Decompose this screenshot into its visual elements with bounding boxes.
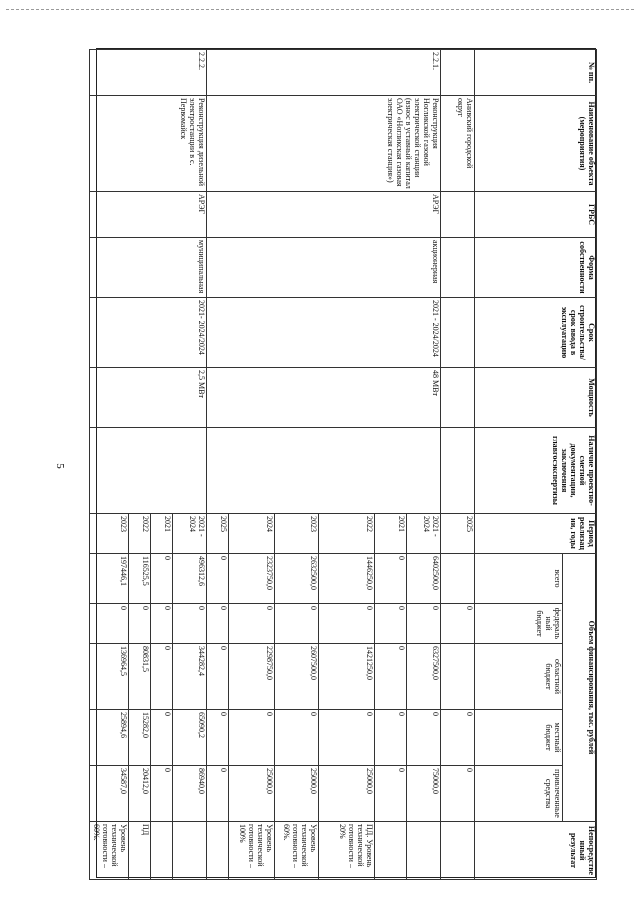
cell-period: 2021 - 2024 bbox=[407, 514, 441, 554]
cell-regional: 344282,4 bbox=[173, 644, 207, 710]
cell-power: 2,5 МВт bbox=[90, 368, 207, 428]
cell-regional bbox=[441, 644, 475, 710]
cell-federal: 0 bbox=[375, 604, 407, 644]
cell-local: 65090,2 bbox=[173, 710, 207, 766]
cell-attracted: 25000,0 bbox=[229, 766, 275, 822]
header-form: Форма собственности bbox=[475, 238, 597, 298]
header-num: № пп. bbox=[475, 50, 597, 96]
cell-grbs: АРЭГ bbox=[207, 192, 441, 238]
cell-federal: 0 bbox=[275, 604, 319, 644]
cell-local: 0 bbox=[319, 710, 375, 766]
cell-result bbox=[375, 822, 407, 880]
table-row bbox=[407, 50, 441, 880]
cell-period: 2021 bbox=[151, 514, 173, 554]
cell-regional: 136964,5 bbox=[90, 644, 129, 710]
cell-regional: 1421250,0 bbox=[319, 644, 375, 710]
cell-federal: 0 bbox=[151, 604, 173, 644]
cell-form: муниципальная bbox=[90, 238, 207, 298]
cell-docs bbox=[207, 428, 441, 514]
cell-name: Анивский городской округ bbox=[441, 96, 475, 192]
cell-total: 116525,5 bbox=[129, 554, 151, 604]
cell-total: 1446250,0 bbox=[319, 554, 375, 604]
cell-federal: 0 bbox=[173, 604, 207, 644]
cell-federal: 0 bbox=[229, 604, 275, 644]
header-name: Наименование объекта (мероприятия) bbox=[475, 96, 597, 192]
cell-total: 197446,1 bbox=[90, 554, 129, 604]
scan-edge-line bbox=[6, 9, 634, 10]
cell-result bbox=[407, 822, 441, 880]
cell-federal: 0 bbox=[90, 604, 129, 644]
cell-period: 2021 bbox=[375, 514, 407, 554]
header-attracted: привлеченные средства bbox=[475, 766, 563, 822]
cell-term bbox=[441, 298, 475, 368]
table-row bbox=[173, 50, 207, 880]
cell-result: Уровень технической готовности – 60%. bbox=[90, 822, 129, 880]
cell-total: 2632500,0 bbox=[275, 554, 319, 604]
header-period: Период реализации, годы bbox=[475, 514, 597, 554]
cell-period: 2022 bbox=[319, 514, 375, 554]
cell-regional: 0 bbox=[207, 644, 229, 710]
cell-result bbox=[207, 822, 229, 880]
cell-total: 0 bbox=[151, 554, 173, 604]
cell-local: 0 bbox=[151, 710, 173, 766]
cell-regional: 2607500,0 bbox=[275, 644, 319, 710]
cell-power: 48 МВт bbox=[207, 368, 441, 428]
header-docs: Наличие проектно-сметной документации, заключения главгосэкспертизы bbox=[475, 428, 597, 514]
cell-period: 2025 bbox=[441, 514, 475, 554]
header-result: Непосредственный результат bbox=[475, 822, 597, 880]
table-row bbox=[441, 50, 475, 880]
cell-num bbox=[441, 50, 475, 96]
cell-attracted: 25000,0 bbox=[275, 766, 319, 822]
cell-attracted: 0 bbox=[151, 766, 173, 822]
cell-local: 0 bbox=[407, 710, 441, 766]
cell-period: 2024 bbox=[229, 514, 275, 554]
cell-local: 0 bbox=[441, 710, 475, 766]
cell-docs bbox=[90, 428, 207, 514]
cell-total bbox=[441, 554, 475, 604]
cell-result: ПД. Уровень технической готовности – 20% bbox=[319, 822, 375, 880]
cell-attracted: 34587,0 bbox=[90, 766, 129, 822]
cell-result: ПД bbox=[129, 822, 151, 880]
cell-grbs bbox=[441, 192, 475, 238]
header-power: Мощность bbox=[475, 368, 597, 428]
cell-total: 0 bbox=[207, 554, 229, 604]
header-local: местный бюджет bbox=[475, 710, 563, 766]
cell-attracted: 0 bbox=[375, 766, 407, 822]
cell-regional: 0 bbox=[151, 644, 173, 710]
header-federal: федеральный бюджет bbox=[475, 604, 563, 644]
header-grbs: ГРБС bbox=[475, 192, 597, 238]
cell-term: 2021 - 2024/2024 bbox=[207, 298, 441, 368]
cell-regional: 0 bbox=[375, 644, 407, 710]
cell-attracted: 0 bbox=[441, 766, 475, 822]
cell-attracted: 75000,0 bbox=[407, 766, 441, 822]
cell-local: 15282,0 bbox=[129, 710, 151, 766]
cell-name: Реконструкция дизельной электростанции в с. Первомайск bbox=[90, 96, 207, 192]
cell-regional: 80831,5 bbox=[129, 644, 151, 710]
cell-period: 2023 bbox=[275, 514, 319, 554]
cell-form bbox=[441, 238, 475, 298]
cell-period: 2023 bbox=[90, 514, 129, 554]
cell-regional: 2298750,0 bbox=[229, 644, 275, 710]
cell-local: 0 bbox=[375, 710, 407, 766]
cell-local: 0 bbox=[207, 710, 229, 766]
cell-federal: 0 bbox=[129, 604, 151, 644]
cell-result bbox=[151, 822, 173, 880]
cell-result bbox=[441, 822, 475, 880]
cell-attracted: 0 bbox=[207, 766, 229, 822]
cell-period: 2025 bbox=[207, 514, 229, 554]
cell-num: 2.2.2. bbox=[90, 50, 207, 96]
cell-num: 2.2.1. bbox=[207, 50, 441, 96]
header-regional: областной бюджет bbox=[475, 644, 563, 710]
cell-power bbox=[441, 368, 475, 428]
cell-name: Реконструкция Ногликской газовой электрической станции (взнос в уставный капитал ОАО «Ногликская газовая электрическая станция») bbox=[207, 96, 441, 192]
header-total: всего bbox=[475, 554, 563, 604]
cell-docs bbox=[441, 428, 475, 514]
header-volume: Объем финансирования, тыс. рублей bbox=[563, 554, 597, 822]
cell-grbs: АРЭГ bbox=[90, 192, 207, 238]
cell-local: 0 bbox=[229, 710, 275, 766]
cell-attracted: 20412,0 bbox=[129, 766, 151, 822]
cell-regional: 6327500,0 bbox=[407, 644, 441, 710]
cell-federal: 0 bbox=[319, 604, 375, 644]
cell-total: 2323750,0 bbox=[229, 554, 275, 604]
cell-result: Уровень технической готовности – 100% bbox=[229, 822, 275, 880]
rotated-table-area bbox=[92, 49, 597, 879]
cell-term: 2021- 2024/2024 bbox=[90, 298, 207, 368]
cell-period: 2021 - 2024 bbox=[173, 514, 207, 554]
cell-federal: 0 bbox=[441, 604, 475, 644]
financing-table bbox=[89, 49, 597, 880]
cell-result bbox=[173, 822, 207, 880]
cell-period: 2022 bbox=[129, 514, 151, 554]
cell-local: 0 bbox=[275, 710, 319, 766]
document-page bbox=[92, 48, 596, 878]
cell-form: акционерная bbox=[207, 238, 441, 298]
cell-result: Уровень технической готовности – 60%. bbox=[275, 822, 319, 880]
header-term: Срок строительства/срок ввода в эксплуатацию bbox=[475, 298, 597, 368]
cell-attracted: 25000,0 bbox=[319, 766, 375, 822]
cell-federal: 0 bbox=[207, 604, 229, 644]
cell-local: 25894,6 bbox=[90, 710, 129, 766]
cell-total: 6402500,0 bbox=[407, 554, 441, 604]
page-number: 5 bbox=[54, 463, 66, 469]
cell-total: 496312,6 bbox=[173, 554, 207, 604]
header-row-1 bbox=[563, 50, 597, 880]
cell-attracted: 86940,0 bbox=[173, 766, 207, 822]
cell-total: 0 bbox=[375, 554, 407, 604]
cell-federal: 0 bbox=[407, 604, 441, 644]
